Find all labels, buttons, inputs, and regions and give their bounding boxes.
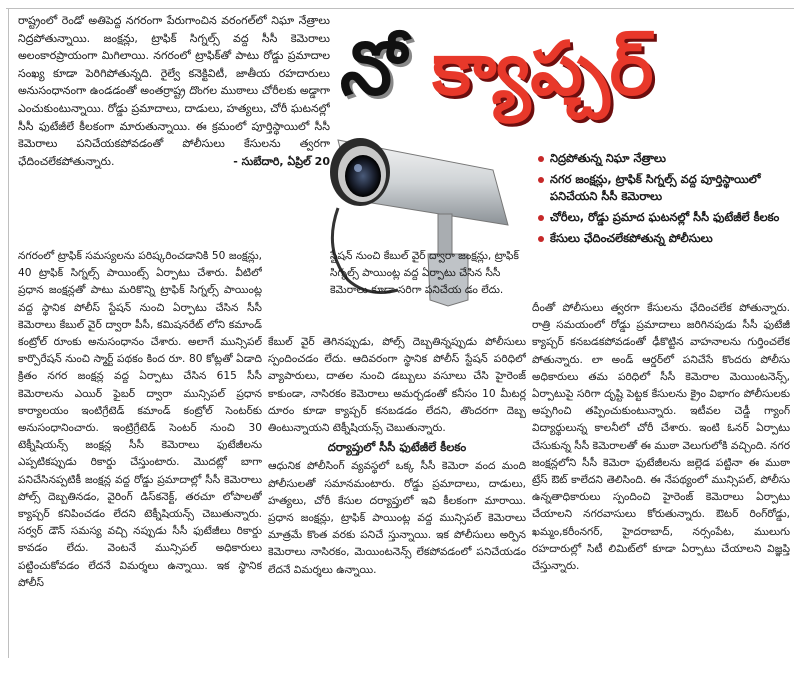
bullet-item: నిద్రపోతున్న నిఘా నేత్రాలు <box>536 150 792 167</box>
column-2-top: స్టేషన్ నుంచి కేబుల్ వైర్ ద్వారా జంక్షన్లు, ట్రాఫిక్ సిగ్నల్స్ పాయింట్ల వద్ద ఏర్పాటు చేసిన సీసీ కెమెరాలు కూడా సరిగా పనిచేయ డం లేదు. <box>330 250 519 297</box>
column-2 <box>268 334 526 658</box>
bullet-item: కేసులు ఛేదించలేకపోతున్న పోలీసులు <box>536 230 792 247</box>
intro-text: రాష్ట్రంలో రెండో అతిపెద్ద నగరంగా పేరుగాంచిన వరంగల్‌లో నిఘా నేత్రాలు నిద్రపోతున్నాయి. జంక్షన్లు, ట్రాఫిక్ సిగ్నల్స్ వద్ద సీసీ కెమెరాలు అలంకారప్రాయంగా మిగిలాయి. నగరంలో ట్రాఫిక్‌తో పాటు రోడ్డు ప్రమాదాల సంఖ్య కూడా పెరిగిపోతున్నది. రైల్వే కనెక్టివిటీ, జాతీయ రహదారులు అనుసంధానంగా ఉండడంతో అంతర్రాష్ట్ర దొంగల ముఠాలు చోరీలకు అడ్డాగా ఎంచుకుంటున్నాయి. రోడ్డు ప్రమాదాలు, దాడులు, హత్యలు, చోరీ ఘటనల్లో సీసీ ఫుటేజీలే కీలకంగా మారుతున్నాయి. ఈ క్రమంలో పూర్తిస్థాయిలో సీసీ కెమెరాలు పనిచేయకపోవడంతో పోలీసులు కేసులను త్వరగా ఛేదించలేకపోతున్నారు. <box>18 14 330 168</box>
headline <box>340 14 790 132</box>
headline-word-1: నో <box>340 26 407 112</box>
left-rule <box>8 8 9 658</box>
column-1: నగరంలో ట్రాఫిక్ సమస్యలను పరిష్కరించడానికి 50 జంక్షన్లు, 40 ట్రాఫిక్ సిగ్నల్స్ పాయింట్స్ ఏర్పాటు చేశారు. వీటిలో ప్రధాన జంక్షన్లతో పాటు మరికొన్ని ట్రాఫిక్ సిగ్నల్స్ పాయింట్ల వద్ద స్థానిక పోలీస్ స్టేషన్ నుంచి ఏర్పాటు చేసిన సీసీ కెమెరాలు కేబుల్ వైర్ ద్వారా పీసీ, కమిషనరేట్ లోని కమాండ్ కంట్రోల్ రూంకు అనుసంధానం చేశారు. అలాగే మున్సిపల్ కార్పొరేషన్ నుంచి స్మార్ట్ పథకం కింద రూ. 80 కోట్లతో ఏడాది క్రితం నగర జంక్షన్ల వద్ద ఏర్పాటు చేసిన 615 సీసీ కెమెరాలను ఎయిర్ ఫైబర్ ద్వారా మున్సిపల్ ప్రధాన కార్యాలయం ఇంటిగ్రేటెడ్ కమాండ్ కంట్రోల్ సెంటర్‌కు అనుసంధానించారు. ఇంట్రిగ్రేటెడ్ సెంటర్ నుంచి 30 టెక్నీషియన్స్ జంక్షన్ల సీసీ కెమెరాలు ఫుటేజీలను ఎప్పటికప్పుడు రికార్డు చేస్తుంటారు. మొదట్లో బాగా పనిచేసినప్పటికీ జంక్షన్ల వద్ద రోడ్డు ప్రమాదాల్లో సీసీ కెమెరాలు పోల్స్ దెబ్బతినడం, వైరింగ్ డిస్‌కనెక్ట్, తరచూ లోపాలతో క్యాప్చర్ కనిపించడం లేదని టెక్నీషియన్స్ చెబుతున్నారు. సర్వర్ డౌన్ సమస్య వచ్చి నప్పుడు సీసీ ఫుటేజీలు రికార్డు కావడం లేదు. వెంటనే మున్సిపల్ అధికారులు పట్టించుకోవడం లేదనే విమర్శలు ఉన్నాయి. ఇక స్థానిక పోలీస్ <box>18 250 262 589</box>
bullet-list <box>536 150 792 296</box>
column-2-para-2: ఆధునిక పోలీసింగ్ వ్యవస్థలో ఒక్క సీసీ కెమెరా వంద మంది పోలీసులతో సమానమంటారు. రోడ్డు ప్రమాదాలు, దాడులు, హత్యలు, చోరీ కేసుల దర్యాప్తులో ఇవి కీలకంగా మారాయి. ప్రధాన జంక్షన్లు, ట్రాఫిక్ పాయింట్ల వద్ద మున్సిపల్ కెమెరాలు మాత్రమే కొంత వరకు పనిచే స్తున్నాయి. ఇక పోలీసులు అర్పిన కెమెరాలు నాసిరకం, మెయింటనెన్స్ లేకపోవడంలో పనిచేయడం లేదనే విమర్శలు ఉన్నాయి. <box>268 460 526 576</box>
column-3: దీంతో పోలీసులు త్వరగా కేసులను ఛేదించలేక పోతున్నారు. రాత్రి సమయంలో రోడ్డు ప్రమాదాలు జరిగినపుడు సీసీ ఫుటేజీ క్యాప్చర్ కనబడకపోవడంతో ఢీకొట్టిన వాహనాలను గుర్తించలేక పోతున్నారు. లా అండ్ ఆర్డర్‌లో పనిచేసే కొందరు పోలీసు అధికారులు తమ పరిధిలో సీసీ కెమెరాల మెయింటనెన్స్, ఏర్పాటుపై సరిగా దృష్టి పెట్టక కేసులను క్రైం విభాగం పోలీసులకు అప్పగించి తప్పించుకుంటున్నారు. ఇటీవల చెడ్డీ గ్యాంగ్ విద్యార్థులున్న కాలనీలో చోరీ చేశారు. ఇంటి ఓనర్ ఏర్పాటు చేసుకున్న సీసీ కెమెరాలతో ఈ ముఠా వెలుగులోకి వచ్చింది. నగర జంక్షన్లలోని సీసీ కెమెరా ఫుటేజీలను జల్లెడ పట్టినా ఈ ముఠా ట్రేస్ ఔట్ కాలేదని తెలిసింది. ఈ నేపథ్యంలో మున్సిపల్, పోలీసు ఉన్నతాధికారులు స్పందించి హైరెంజ్ కెమెరాలు ఏర్పాటు చేయాలని నగరవాసులు కోరుతున్నారు. ఔటర్ రింగ్‌రోడ్డు, ఖమ్మం,కరీంనగర్, హైదరాబాద్, నర్సంపేట, ములుగు రహదారుల్లో సిటీ లిమిట్‌లో కూడా ఏర్పాటు చేయాలని విజ్ఞప్తి చేస్తున్నారు. <box>532 302 790 573</box>
subheading: దర్యాప్తులో సీసీ ఫుటేజీలే కీలకం <box>327 440 467 455</box>
top-rule <box>6 8 794 9</box>
byline: - సుబేదారి, ఏప్రిల్ 20 <box>233 154 330 168</box>
column-2-para-1: కేబుల్ వైర్ తెగినప్పుడు, పోల్స్ దెబ్బతిన్నప్పుడు పోలీసులు స్పందించడం లేదు. ఆదివరంగా స్థానిక పోలీస్ స్టేషన్ పరిధిలో వ్యాపారులు, దాతల నుంచి డబ్బులు వసూలు చేసి హైరెంజ్ కాకుండా, నాసిరకం కెమెరాలు అమర్చడంతో కనీసం 10 మీటర్ల దూరం కూడా క్యాప్చర్ కనబడడం లేదని, తొందరగా దెబ్బ తింటున్నాయని టెక్నీషియన్స్ చెబుతున్నారు. <box>268 336 526 435</box>
bullet-item: నగర జంక్షన్లు, ట్రాఫిక్ సిగ్నల్స్ వద్ద పూర్తిస్థాయిలో పనిచేయని సీసీ కెమెరాలు <box>536 171 792 205</box>
bullet-item: చోరీలు, రోడ్డు ప్రమాద ఘటనల్లో సీసీ ఫుటేజీలే కీలకం <box>536 209 792 226</box>
intro-paragraph <box>18 12 330 244</box>
headline-word-2: క్యాప్చర్ <box>432 26 654 112</box>
